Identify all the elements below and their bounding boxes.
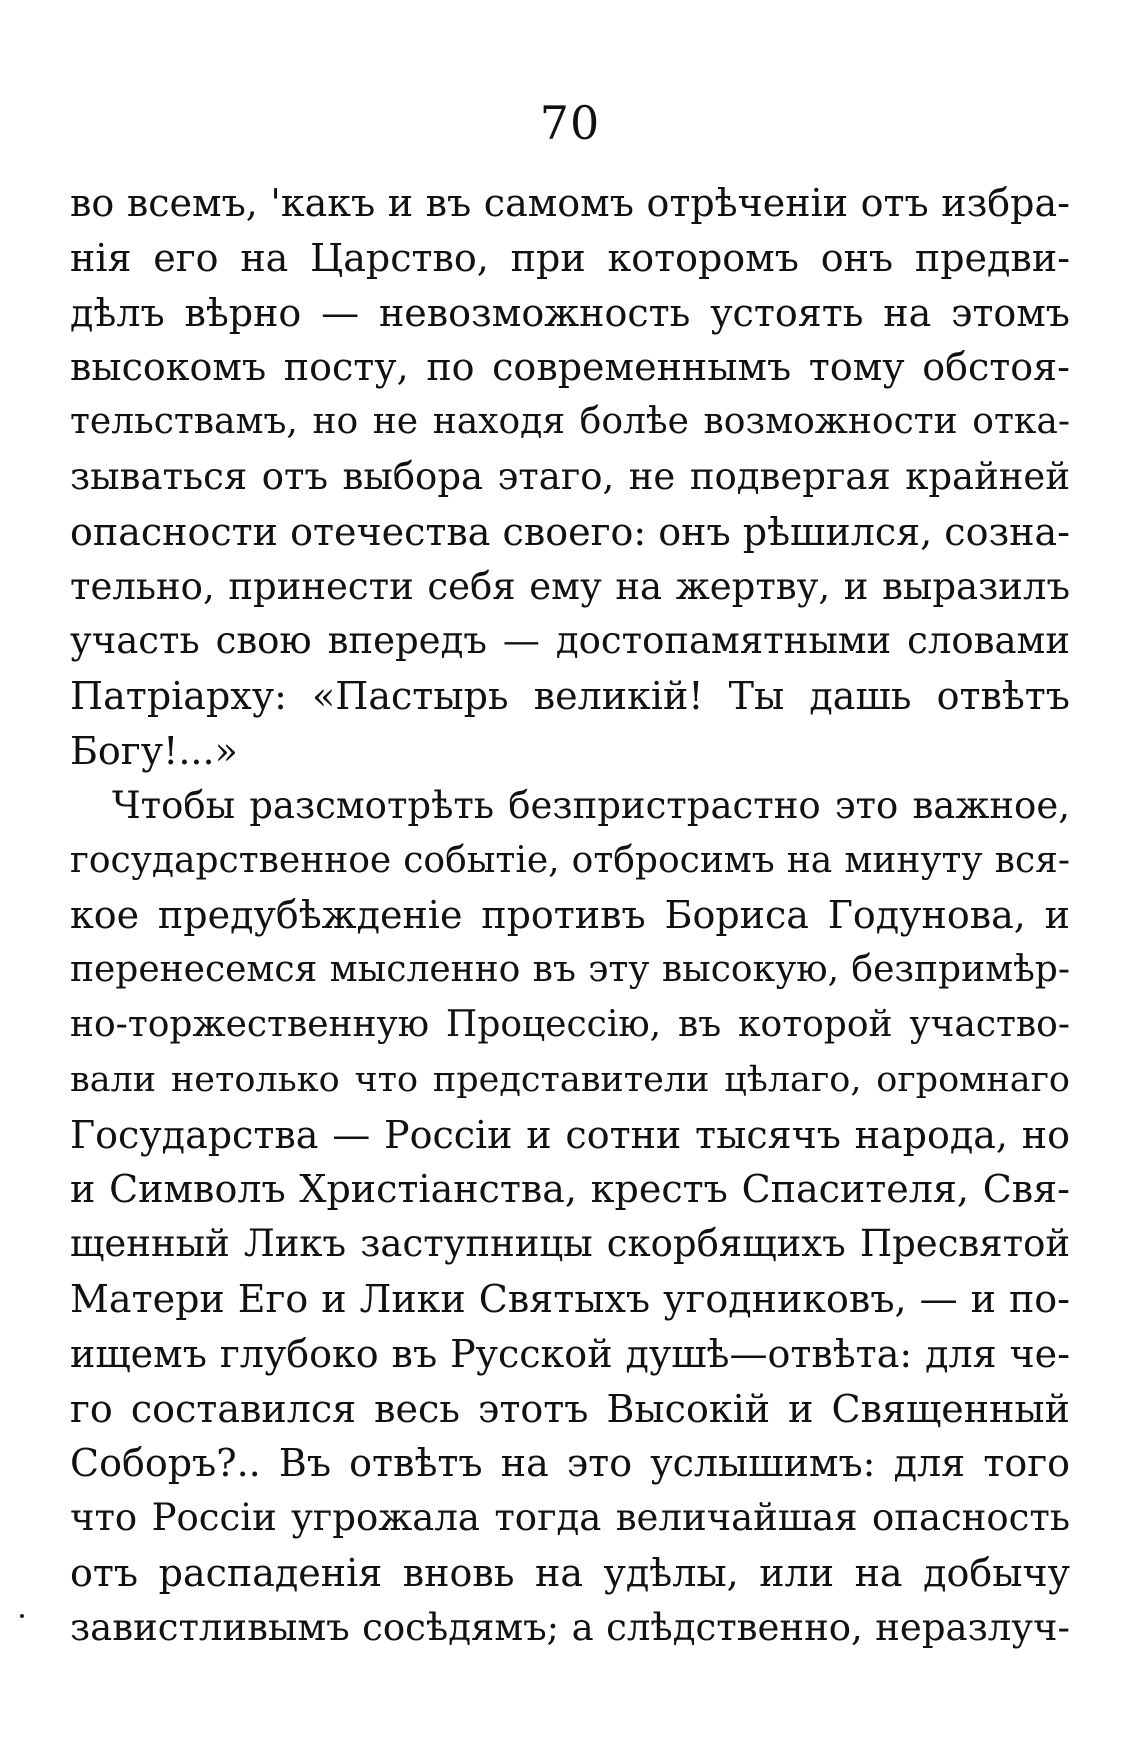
text-line: щенный Ликъ заступницы скорбящихъ Пресвятой bbox=[70, 1222, 1070, 1266]
text-line: ищемъ глубоко въ Русской душѣ—отвѣта: для че- bbox=[70, 1331, 1070, 1376]
text-line: участь свою впередъ — достопамятными словами bbox=[70, 619, 1070, 663]
body-text bbox=[70, 176, 1070, 1656]
text-line: перенесемся мысленно въ эту высокую, безпримѣр- bbox=[70, 949, 1070, 991]
text-line: но-торжественную Процессію, въ которой участво- bbox=[70, 1003, 1070, 1045]
text-line: опасности отечества своего: онъ рѣшился, созна- bbox=[70, 509, 1070, 554]
text-line: Богу!...» bbox=[70, 728, 238, 773]
text-line: кое предубѣжденіе противъ Бориса Годунова, и bbox=[70, 893, 1070, 938]
paragraph-1 bbox=[70, 176, 1070, 779]
paragraph-2 bbox=[70, 779, 1070, 1656]
text-line: что Россіи угрожала тогда величайшая опасность bbox=[70, 1496, 1070, 1540]
text-line: завистливымъ сосѣдямъ; а слѣдственно, неразлуч- bbox=[70, 1605, 1070, 1649]
text-line: Государства — Россіи и сотни тысячъ народа, но bbox=[70, 1112, 1070, 1157]
text-line: и Символъ Христіанства, крестъ Спасителя, Свя- bbox=[70, 1167, 1070, 1212]
text-line: Чтобы разсмотрѣть безпристрастно это важное, bbox=[112, 783, 1070, 827]
text-line: государственное событіе, отбросимъ на минуту вся- bbox=[70, 839, 1070, 881]
text-line: Патріарху: «Пастырь великій! Ты дашь отвѣтъ bbox=[70, 674, 1070, 719]
margin-ink-dot bbox=[20, 1614, 24, 1618]
text-line: го составился весь этотъ Высокій и Священный bbox=[70, 1386, 1070, 1431]
page-number: 70 bbox=[539, 96, 601, 150]
text-line: нія его на Царство, при которомъ онъ предви- bbox=[70, 235, 1070, 280]
text-line: вали нетолько что представители цѣлаго, огромнаго bbox=[70, 1059, 1070, 1100]
text-line: Соборъ?.. Въ отвѣтъ на это услышимъ: для того bbox=[70, 1441, 1070, 1486]
text-line: зываться отъ выбора этаго, не подвергая крайней bbox=[70, 454, 1070, 498]
text-line: тельно, принести себя ему на жертву, и выразилъ bbox=[70, 564, 1070, 608]
text-line: высокомъ посту, по современнымъ тому обстоя- bbox=[70, 345, 1070, 390]
text-line: тельствамъ, но не находя болѣе возможности отка- bbox=[70, 401, 1070, 443]
text-line: дѣлъ вѣрно — невозможность устоять на этомъ bbox=[70, 290, 1070, 335]
text-line: отъ распаденія вновь на удѣлы, или на добычу bbox=[70, 1550, 1070, 1595]
text-line: Матери Его и Лики Святыхъ угодниковъ, — и по- bbox=[70, 1276, 1070, 1321]
text-line: во всемъ, 'какъ и въ самомъ отрѣченіи отъ избра- bbox=[70, 181, 1070, 225]
